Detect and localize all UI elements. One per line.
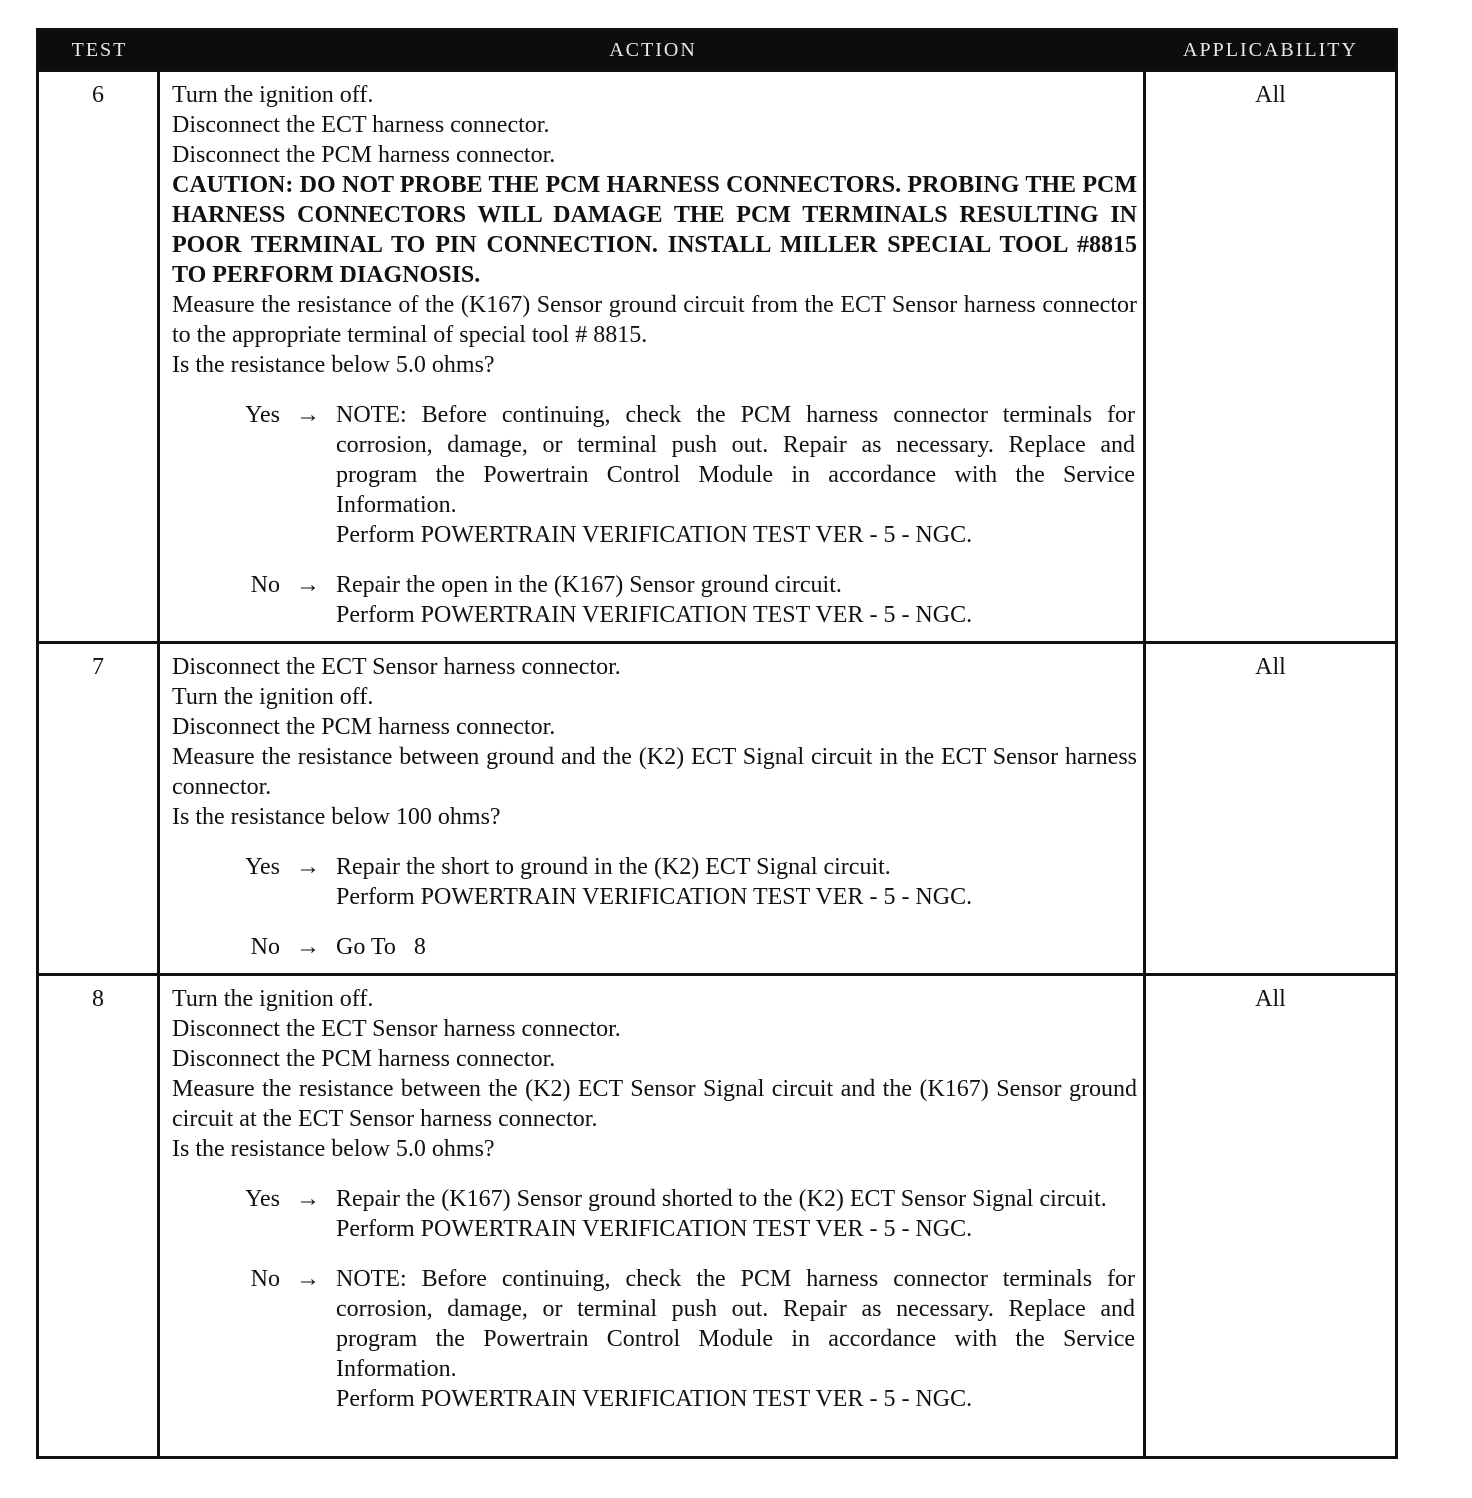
no-branch bbox=[172, 1264, 1137, 1414]
arrow-icon: → bbox=[296, 1186, 320, 1212]
header-test: TEST bbox=[71, 38, 128, 61]
arrow-icon: → bbox=[296, 934, 320, 960]
applicability-cell: All bbox=[1255, 82, 1286, 108]
yes-text: Repair the short to ground in the (K2) ECT Signal circuit. bbox=[336, 854, 891, 880]
go-to-text: Go To 8 bbox=[336, 934, 426, 960]
no-label: No bbox=[250, 1266, 280, 1292]
action-line: Measure the resistance between ground and the (K2) ECT Signal circuit in the ECT Sensor harness connector. bbox=[172, 744, 1137, 800]
header-applicability: APPLICABILITY bbox=[1183, 38, 1358, 61]
no-text: Repair the open in the (K167) Sensor ground circuit. bbox=[336, 572, 842, 598]
yes-text: NOTE: Before continuing, check the PCM harness connector terminals for corrosion, damage, or terminal push out. Repair as necessary. Replace and program the Powertrain Control Module in accordance with the Service Information. bbox=[336, 402, 1135, 518]
arrow-icon: → bbox=[296, 854, 320, 880]
action-cell bbox=[160, 976, 1146, 1456]
action-line: Disconnect the ECT Sensor harness connector. bbox=[172, 1016, 621, 1042]
action-cell bbox=[160, 72, 1146, 641]
header-action: ACTION bbox=[609, 38, 697, 61]
no-text: NOTE: Before continuing, check the PCM harness connector terminals for corrosion, damage, or terminal push out. Repair as necessary. Replace and program the Powertrain Control Module in accordance with the Service Information. bbox=[336, 1266, 1135, 1382]
no-label: No bbox=[250, 572, 280, 598]
yes-text-verify: Perform POWERTRAIN VERIFICATION TEST VER - 5 - NGC. bbox=[336, 884, 973, 910]
test-number: 8 bbox=[39, 976, 160, 1456]
yes-label: Yes bbox=[245, 854, 280, 880]
yes-text: Repair the (K167) Sensor ground shorted to the (K2) ECT Sensor Signal circuit. bbox=[336, 1186, 1107, 1212]
diagnostic-table bbox=[36, 28, 1398, 1459]
arrow-icon: → bbox=[296, 572, 320, 598]
test-number: 6 bbox=[39, 72, 160, 641]
action-line: Disconnect the ECT Sensor harness connector. bbox=[172, 654, 621, 680]
arrow-icon: → bbox=[296, 1266, 320, 1292]
action-line: Disconnect the PCM harness connector. bbox=[172, 142, 556, 168]
action-line: Turn the ignition off. bbox=[172, 986, 374, 1012]
yes-text-verify: Perform POWERTRAIN VERIFICATION TEST VER - 5 - NGC. bbox=[336, 522, 973, 548]
applicability-cell: All bbox=[1255, 986, 1286, 1012]
test-number: 7 bbox=[39, 644, 160, 973]
no-branch bbox=[172, 932, 1137, 962]
table-row-test-7 bbox=[39, 641, 1395, 973]
question-line: Is the resistance below 100 ohms? bbox=[172, 804, 501, 830]
table-row-test-6 bbox=[39, 69, 1395, 641]
action-line: Disconnect the PCM harness connector. bbox=[172, 714, 556, 740]
action-line: Turn the ignition off. bbox=[172, 684, 374, 710]
no-text-verify: Perform POWERTRAIN VERIFICATION TEST VER - 5 - NGC. bbox=[336, 1386, 973, 1412]
action-line: Measure the resistance of the (K167) Sensor ground circuit from the ECT Sensor harness connector to the appropriate terminal of special tool # 8815. bbox=[172, 292, 1137, 348]
applicability-cell: All bbox=[1255, 654, 1286, 680]
action-line: Disconnect the ECT harness connector. bbox=[172, 112, 550, 138]
action-line: Measure the resistance between the (K2) ECT Sensor Signal circuit and the (K167) Sensor ground circuit at the ECT Sensor harness connector. bbox=[172, 1076, 1137, 1132]
yes-label: Yes bbox=[245, 1186, 280, 1212]
table-row-test-8 bbox=[39, 973, 1395, 1456]
arrow-icon: → bbox=[296, 402, 320, 428]
question-line: Is the resistance below 5.0 ohms? bbox=[172, 352, 495, 378]
question-line: Is the resistance below 5.0 ohms? bbox=[172, 1136, 495, 1162]
action-line: Turn the ignition off. bbox=[172, 82, 374, 108]
action-cell bbox=[160, 644, 1146, 973]
yes-label: Yes bbox=[245, 402, 280, 428]
yes-text-verify: Perform POWERTRAIN VERIFICATION TEST VER - 5 - NGC. bbox=[336, 1216, 973, 1242]
yes-branch bbox=[172, 1184, 1137, 1244]
no-branch bbox=[172, 570, 1137, 630]
caution-text: CAUTION: DO NOT PROBE THE PCM HARNESS CONNECTORS. PROBING THE PCM HARNESS CONNECTORS WILL DAMAGE THE PCM TERMINALS RESULTING IN POOR TERMINAL TO PIN CONNECTION. INSTALL MILLER SPECIAL TOOL #8815 TO PERFORM DIAGNOSIS. bbox=[172, 172, 1137, 288]
action-line: Disconnect the PCM harness connector. bbox=[172, 1046, 556, 1072]
yes-branch bbox=[172, 852, 1137, 912]
yes-branch bbox=[172, 400, 1137, 550]
no-label: No bbox=[250, 934, 280, 960]
table-header bbox=[39, 31, 1395, 69]
no-text-verify: Perform POWERTRAIN VERIFICATION TEST VER - 5 - NGC. bbox=[336, 602, 973, 628]
